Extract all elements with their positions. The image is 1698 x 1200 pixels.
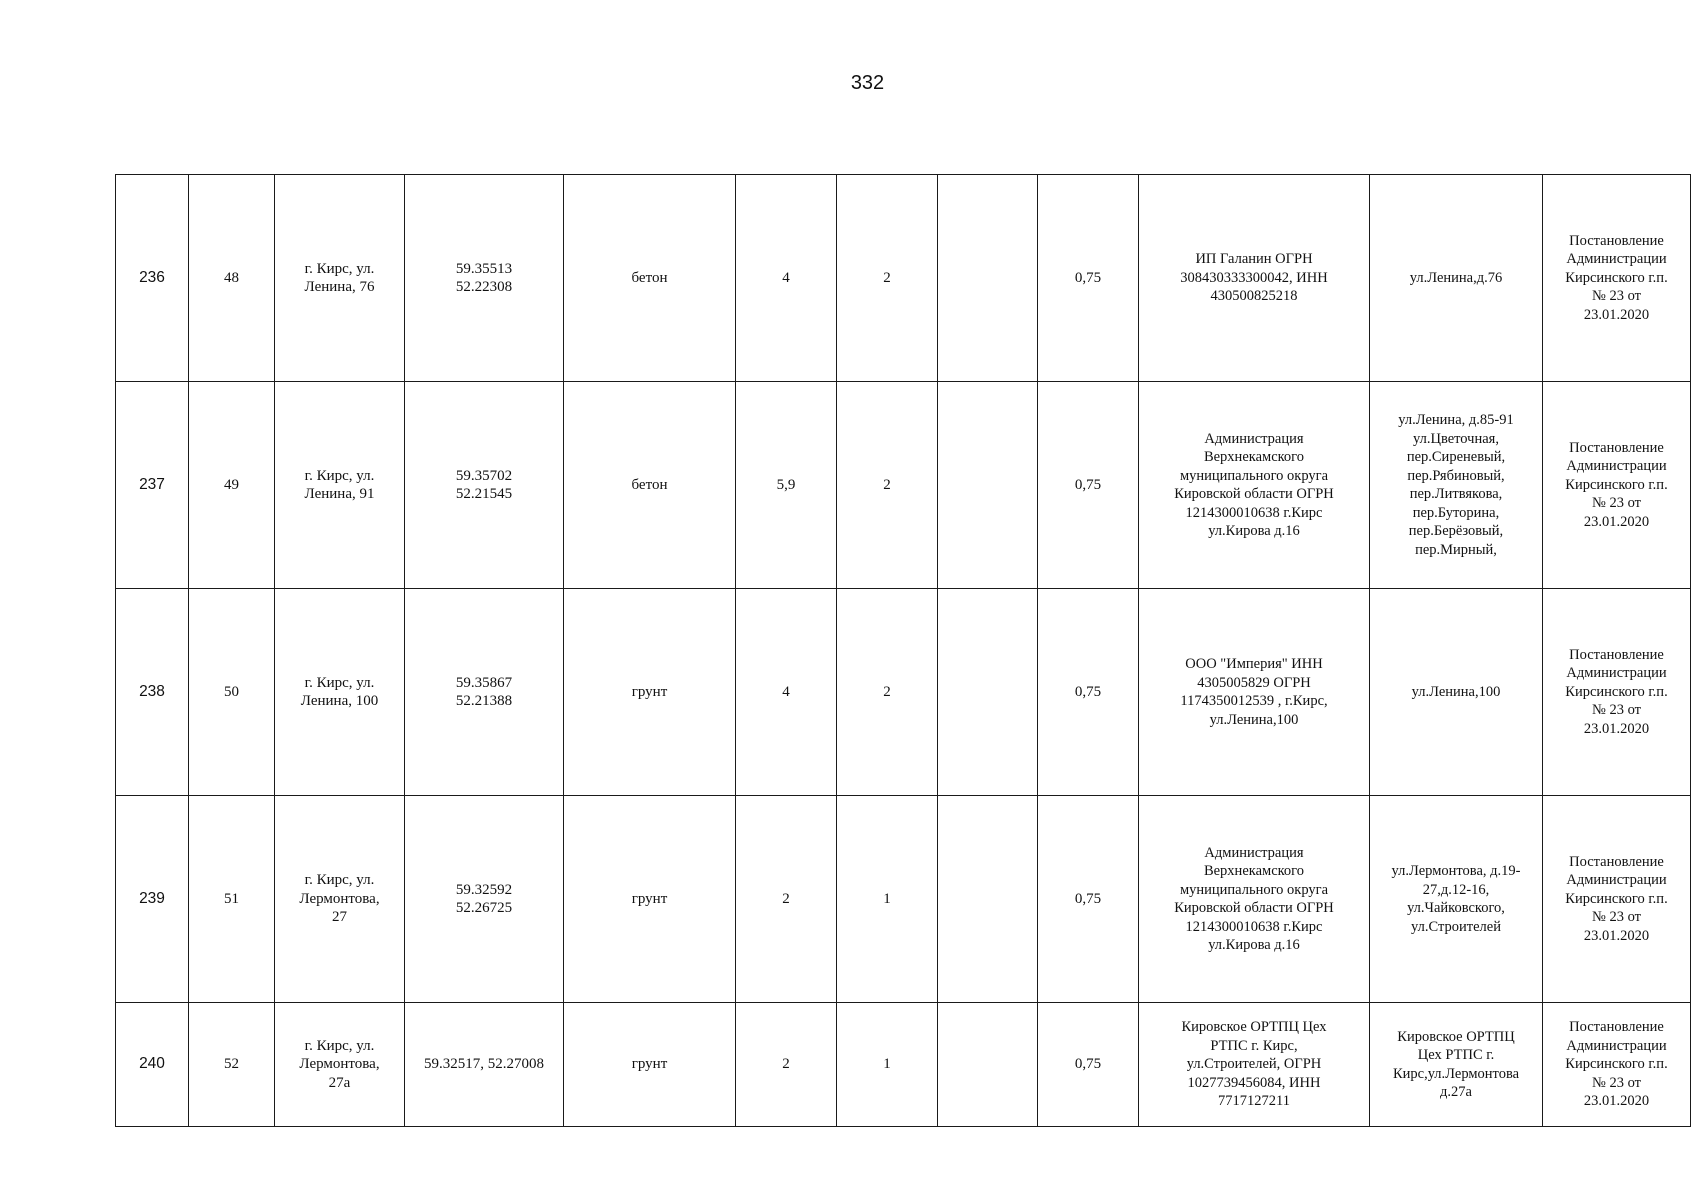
owner-cell: ООО "Империя" ИНН 4305005829 ОГРН 1174350012539 , г.Кирс, ул.Ленина,100 xyxy=(1139,589,1370,796)
owner-cell: Администрация Верхнекамского муниципального округа Кировской области ОГРН 1214300010638 г.Кирс ул.Кирова д.16 xyxy=(1139,382,1370,589)
table-row xyxy=(116,589,1691,796)
area-cell: 4 xyxy=(736,175,837,382)
owner-cell: Администрация Верхнекамского муниципального округа Кировской области ОГРН 1214300010638 г.Кирс ул.Кирова д.16 xyxy=(1139,796,1370,1003)
volume-cell: 0,75 xyxy=(1038,175,1139,382)
local-number-cell: 52 xyxy=(189,1003,275,1127)
area-cell: 5,9 xyxy=(736,382,837,589)
surface-cell: грунт xyxy=(564,796,736,1003)
area-cell: 2 xyxy=(736,1003,837,1127)
surface-cell: бетон xyxy=(564,382,736,589)
served-objects-cell: Кировское ОРТПЦ Цех РТПС г. Кирс,ул.Лермонтова д.27а xyxy=(1370,1003,1543,1127)
empty-cell xyxy=(938,1003,1038,1127)
basis-cell: Постановление Администрации Кирсинского г.п. № 23 от 23.01.2020 xyxy=(1543,796,1691,1003)
row-number-cell: 238 xyxy=(116,589,189,796)
address-cell: г. Кирс, ул. Лермонтова, 27а xyxy=(275,1003,405,1127)
local-number-cell: 51 xyxy=(189,796,275,1003)
volume-cell: 0,75 xyxy=(1038,796,1139,1003)
volume-cell: 0,75 xyxy=(1038,382,1139,589)
basis-cell: Постановление Администрации Кирсинского г.п. № 23 от 23.01.2020 xyxy=(1543,175,1691,382)
address-cell: г. Кирс, ул. Ленина, 91 xyxy=(275,382,405,589)
served-objects-cell: ул.Лермонтова, д.19- 27,д.12-16, ул.Чайковского, ул.Строителей xyxy=(1370,796,1543,1003)
area-cell: 2 xyxy=(736,796,837,1003)
local-number-cell: 49 xyxy=(189,382,275,589)
served-objects-cell: ул.Ленина,100 xyxy=(1370,589,1543,796)
basis-cell: Постановление Администрации Кирсинского г.п. № 23 от 23.01.2020 xyxy=(1543,382,1691,589)
area-cell: 4 xyxy=(736,589,837,796)
row-number-cell: 237 xyxy=(116,382,189,589)
container-count-cell: 1 xyxy=(837,1003,938,1127)
table-row xyxy=(116,1003,1691,1127)
empty-cell xyxy=(938,382,1038,589)
surface-cell: грунт xyxy=(564,589,736,796)
basis-cell: Постановление Администрации Кирсинского г.п. № 23 от 23.01.2020 xyxy=(1543,1003,1691,1127)
basis-cell: Постановление Администрации Кирсинского г.п. № 23 от 23.01.2020 xyxy=(1543,589,1691,796)
owner-cell: Кировское ОРТПЦ Цех РТПС г. Кирс, ул.Строителей, ОГРН 1027739456084, ИНН 7717127211 xyxy=(1139,1003,1370,1127)
surface-cell: бетон xyxy=(564,175,736,382)
coordinates-cell: 59.35867 52.21388 xyxy=(405,589,564,796)
table-row xyxy=(116,382,1691,589)
container-count-cell: 1 xyxy=(837,796,938,1003)
registry-table xyxy=(115,174,1691,1127)
container-count-cell: 2 xyxy=(837,589,938,796)
volume-cell: 0,75 xyxy=(1038,589,1139,796)
page-number: 332 xyxy=(850,72,885,94)
container-count-cell: 2 xyxy=(837,175,938,382)
row-number-cell: 236 xyxy=(116,175,189,382)
served-objects-cell: ул.Ленина, д.85-91 ул.Цветочная, пер.Сиреневый, пер.Рябиновый, пер.Литвякова, пер.Буторина, пер.Берёзовый, пер.Мирный, xyxy=(1370,382,1543,589)
coordinates-cell: 59.35513 52.22308 xyxy=(405,175,564,382)
address-cell: г. Кирс, ул. Лермонтова, 27 xyxy=(275,796,405,1003)
coordinates-cell: 59.32517, 52.27008 xyxy=(405,1003,564,1127)
empty-cell xyxy=(938,589,1038,796)
served-objects-cell: ул.Ленина,д.76 xyxy=(1370,175,1543,382)
container-count-cell: 2 xyxy=(837,382,938,589)
local-number-cell: 50 xyxy=(189,589,275,796)
volume-cell: 0,75 xyxy=(1038,1003,1139,1127)
table-row xyxy=(116,175,1691,382)
empty-cell xyxy=(938,796,1038,1003)
surface-cell: грунт xyxy=(564,1003,736,1127)
coordinates-cell: 59.35702 52.21545 xyxy=(405,382,564,589)
row-number-cell: 239 xyxy=(116,796,189,1003)
row-number-cell: 240 xyxy=(116,1003,189,1127)
address-cell: г. Кирс, ул. Ленина, 100 xyxy=(275,589,405,796)
owner-cell: ИП Галанин ОГРН 308430333300042, ИНН 430500825218 xyxy=(1139,175,1370,382)
local-number-cell: 48 xyxy=(189,175,275,382)
empty-cell xyxy=(938,175,1038,382)
address-cell: г. Кирс, ул. Ленина, 76 xyxy=(275,175,405,382)
table-row xyxy=(116,796,1691,1003)
coordinates-cell: 59.32592 52.26725 xyxy=(405,796,564,1003)
